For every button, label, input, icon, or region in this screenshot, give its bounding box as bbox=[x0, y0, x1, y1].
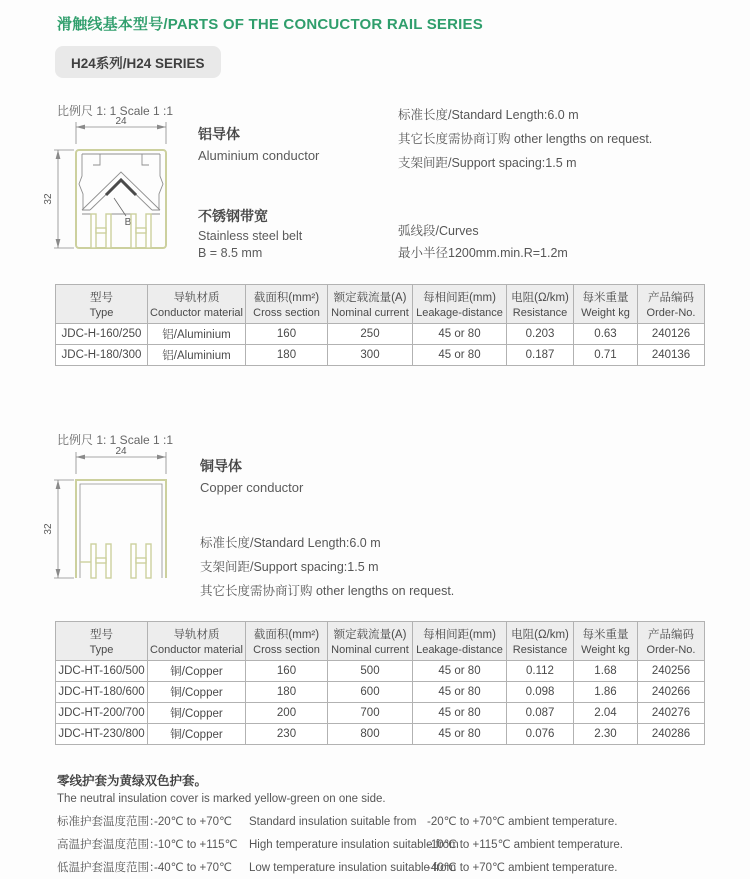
table-cell: 铝/Aluminium bbox=[148, 324, 246, 345]
table-cell: 800 bbox=[328, 724, 413, 745]
table-header-cell: 额定载流量(A) Nominal current bbox=[328, 285, 413, 324]
table-cell: JDC-H-160/250 bbox=[56, 324, 148, 345]
table-cell: 45 or 80 bbox=[413, 324, 507, 345]
dim-width-label: 24 bbox=[115, 116, 127, 127]
table-cell: 铝/Aluminium bbox=[148, 345, 246, 366]
temp-en2: -20℃ to +70℃ ambient temperature. bbox=[427, 816, 618, 828]
table-header-cell: 产品编码 Order-No. bbox=[638, 285, 705, 324]
table-header-cell: 每相间距(mm) Leakage-distance bbox=[413, 622, 507, 661]
table-cell: 45 or 80 bbox=[413, 682, 507, 703]
curves-spec bbox=[398, 220, 568, 264]
temp-en: Standard insulation suitable from bbox=[249, 816, 417, 828]
copper-heading-en: Copper conductor bbox=[200, 480, 304, 495]
spec-line: 标准长度/Standard Length:6.0 m bbox=[200, 536, 381, 550]
table-cell: 铜/Copper bbox=[148, 682, 246, 703]
table-cell: 45 or 80 bbox=[413, 703, 507, 724]
table-cell: JDC-HT-160/500 bbox=[56, 661, 148, 682]
table-cell: 230 bbox=[246, 724, 328, 745]
table-cell: 240136 bbox=[638, 345, 705, 366]
profile-legs bbox=[91, 544, 151, 578]
table-cell: 240126 bbox=[638, 324, 705, 345]
temp-en: Low temperature insulation suitable from bbox=[249, 862, 457, 874]
dim-height-label: 32 bbox=[43, 193, 54, 205]
series-badge: H24系列/H24 SERIES bbox=[55, 46, 221, 78]
table-cell: JDC-HT-200/700 bbox=[56, 703, 148, 724]
temperature-table bbox=[57, 813, 717, 875]
table-header-cell: 导轨材质 Conductor material bbox=[148, 622, 246, 661]
aluminium-heading-en: Aluminium conductor bbox=[198, 148, 320, 163]
table-cell: 铜/Copper bbox=[148, 724, 246, 745]
aluminium-specs bbox=[398, 103, 652, 175]
table-cell: 2.30 bbox=[574, 724, 638, 745]
copper-specs bbox=[200, 531, 454, 603]
aluminium-heading-zh: 铝导体 bbox=[198, 126, 240, 142]
spec-line: 标准长度/Standard Length:6.0 m bbox=[398, 108, 579, 122]
temp-en: High temperature insulation suitable from bbox=[249, 839, 459, 851]
scale-label-cu: 比例尺 1: 1 Scale 1 :1 bbox=[57, 433, 174, 447]
temp-range: -20℃ to +70℃ bbox=[154, 816, 232, 828]
table-cell: 300 bbox=[328, 345, 413, 366]
table-row bbox=[56, 724, 705, 745]
scale-label-alu: 比例尺 1: 1 Scale 1 :1 bbox=[57, 104, 174, 118]
copper-table bbox=[55, 621, 705, 745]
table-cell: 1.68 bbox=[574, 661, 638, 682]
temp-en2: -40℃ to +70℃ ambient temperature. bbox=[427, 862, 618, 874]
copper-heading-zh: 铜导体 bbox=[200, 458, 242, 474]
steel-belt-heading bbox=[198, 206, 302, 260]
belt-heading-en: Stainless steel belt bbox=[198, 229, 303, 243]
table-cell: 铜/Copper bbox=[148, 661, 246, 682]
table-cell: 500 bbox=[328, 661, 413, 682]
belt-dimension: B = 8.5 mm bbox=[198, 246, 263, 260]
table-cell: 240276 bbox=[638, 703, 705, 724]
profile-cavity bbox=[79, 154, 163, 214]
curves-title: 弧线段/Curves bbox=[398, 224, 479, 238]
profile-shell bbox=[76, 150, 166, 248]
table-cell: JDC-HT-230/800 bbox=[56, 724, 148, 745]
table-cell: 45 or 80 bbox=[413, 724, 507, 745]
table-header-cell: 电阻(Ω/km) Resistance bbox=[507, 622, 574, 661]
table-cell: 240256 bbox=[638, 661, 705, 682]
table-header-cell: 电阻(Ω/km) Resistance bbox=[507, 285, 574, 324]
table-cell: 200 bbox=[246, 703, 328, 724]
table-cell: 45 or 80 bbox=[413, 661, 507, 682]
table-header-cell: 导轨材质 Conductor material bbox=[148, 285, 246, 324]
table-header-cell: 额定载流量(A) Nominal current bbox=[328, 622, 413, 661]
table-cell: 0.076 bbox=[507, 724, 574, 745]
temp-range: -40℃ to +70℃ bbox=[154, 862, 232, 874]
temp-zh: 低温护套温度范围： bbox=[57, 862, 161, 874]
aluminium-profile-drawing bbox=[42, 114, 200, 266]
table-row bbox=[56, 703, 705, 724]
table-cell: 45 or 80 bbox=[413, 345, 507, 366]
temp-en2: -10℃ to +115℃ ambient temperature. bbox=[427, 839, 623, 851]
table-row bbox=[56, 661, 705, 682]
table-cell: 0.63 bbox=[574, 324, 638, 345]
spec-line: 支架间距/Support spacing:1.5 m bbox=[398, 156, 577, 170]
dim-width-label: 24 bbox=[115, 446, 127, 457]
table-cell: 0.187 bbox=[507, 345, 574, 366]
table-header-cell: 产品编码 Order-No. bbox=[638, 622, 705, 661]
temp-zh: 标准护套温度范围： bbox=[57, 816, 161, 828]
table-cell: JDC-H-180/300 bbox=[56, 345, 148, 366]
spec-line: 其它长度需协商订购 other lengths on request. bbox=[200, 584, 455, 598]
dim-height-label: 32 bbox=[43, 523, 54, 535]
table-cell: JDC-HT-180/600 bbox=[56, 682, 148, 703]
table-row bbox=[56, 324, 705, 345]
temp-zh: 高温护套温度范围： bbox=[57, 839, 161, 851]
table-cell: 180 bbox=[246, 682, 328, 703]
aluminium-table-body bbox=[56, 324, 705, 366]
insulation-note-zh: 零线护套为黄绿双色护套。 bbox=[57, 774, 208, 788]
insulation-notes bbox=[57, 771, 717, 875]
table-header-row bbox=[56, 622, 705, 661]
table-header-cell: 型号 Type bbox=[56, 285, 148, 324]
copper-profile-drawing bbox=[42, 444, 200, 596]
table-row bbox=[56, 345, 705, 366]
curves-value: 最小半径1200mm.min.R=1.2m bbox=[398, 246, 568, 260]
table-cell: 0.098 bbox=[507, 682, 574, 703]
insulation-note-en: The neutral insulation cover is marked yellow-green on one side. bbox=[57, 793, 386, 805]
table-cell: 700 bbox=[328, 703, 413, 724]
table-cell: 铜/Copper bbox=[148, 703, 246, 724]
temp-range: -10℃ to +115℃ bbox=[154, 839, 238, 851]
table-header-cell: 每米重量 Weight kg bbox=[574, 622, 638, 661]
table-header-row bbox=[56, 285, 705, 324]
table-cell: 0.71 bbox=[574, 345, 638, 366]
table-header-cell: 截面积(mm²) Cross section bbox=[246, 285, 328, 324]
table-cell: 160 bbox=[246, 661, 328, 682]
table-cell: 0.087 bbox=[507, 703, 574, 724]
belt-label: B bbox=[124, 217, 132, 228]
profile-shell bbox=[76, 480, 166, 578]
page-title: 滑触线基本型号/PARTS OF THE CONCUCTOR RAIL SERIES bbox=[57, 16, 483, 33]
table-cell: 240266 bbox=[638, 682, 705, 703]
belt-heading-zh: 不锈钢带宽 bbox=[198, 208, 268, 224]
table-header-cell: 每米重量 Weight kg bbox=[574, 285, 638, 324]
table-cell: 2.04 bbox=[574, 703, 638, 724]
table-header-cell: 型号 Type bbox=[56, 622, 148, 661]
aluminium-heading bbox=[198, 124, 319, 163]
table-cell: 160 bbox=[246, 324, 328, 345]
table-cell: 0.203 bbox=[507, 324, 574, 345]
table-cell: 250 bbox=[328, 324, 413, 345]
table-header-cell: 截面积(mm²) Cross section bbox=[246, 622, 328, 661]
table-row bbox=[56, 682, 705, 703]
table-header-cell: 每相间距(mm) Leakage-distance bbox=[413, 285, 507, 324]
aluminium-table bbox=[55, 284, 705, 366]
table-cell: 0.112 bbox=[507, 661, 574, 682]
spec-line: 其它长度需协商订购 other lengths on request. bbox=[398, 132, 653, 146]
copper-table-body bbox=[56, 661, 705, 745]
spec-line: 支架间距/Support spacing:1.5 m bbox=[200, 560, 379, 574]
table-cell: 180 bbox=[246, 345, 328, 366]
table-cell: 600 bbox=[328, 682, 413, 703]
table-cell: 240286 bbox=[638, 724, 705, 745]
copper-heading bbox=[200, 456, 303, 495]
table-cell: 1.86 bbox=[574, 682, 638, 703]
profile-legs bbox=[91, 214, 151, 248]
belt-leader-line bbox=[114, 198, 126, 216]
